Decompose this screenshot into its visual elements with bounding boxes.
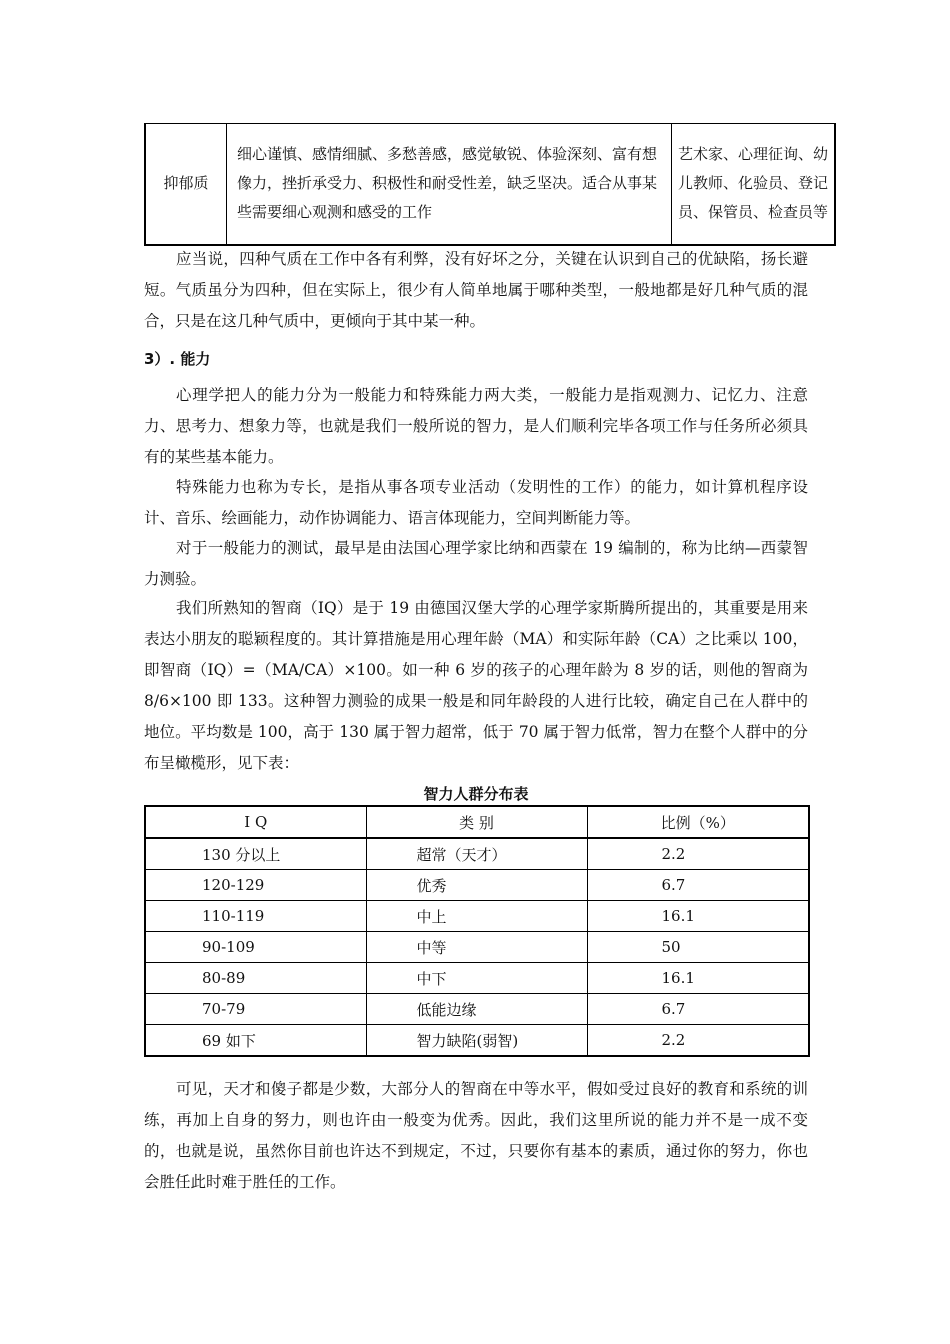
table-row bbox=[145, 124, 835, 245]
table-row bbox=[145, 838, 809, 870]
cell-iq: 90-109 bbox=[145, 932, 366, 963]
cell-iq: 70-79 bbox=[145, 994, 366, 1025]
cell-percent: 2.2 bbox=[587, 1025, 809, 1057]
paragraph-general-ability: 心理学把人的能力分为一般能力和特殊能力两大类，一般能力是指观测力、记忆力、注意力、思考力、想象力等，也就是我们一般所说的智力，是人们顺利完毕各项工作与任务所必须具有的某些基本能力。 bbox=[144, 386, 808, 466]
paragraph-conclusion: 可见，天才和傻子都是少数，大部分人的智商在中等水平，假如受过良好的教育和系统的训练，再加上自身的努力，则也许由一般变为优秀。因此，我们这里所说的能力并不是一成不变的，也就是说，虽然你目前也许达不到规定，不过，只要你有基本的素质，通过你的努力，你也会胜任此时难于胜任的工作。 bbox=[144, 1080, 808, 1191]
cell-percent: 16.1 bbox=[587, 901, 809, 932]
cell-category: 智力缺陷(弱智) bbox=[366, 1025, 587, 1057]
table-row bbox=[145, 963, 809, 994]
cell-iq: 69 如下 bbox=[145, 1025, 366, 1057]
temperament-type: 抑郁质 bbox=[145, 124, 227, 245]
temperament-traits: 细心谨慎、感情细腻、多愁善感，感觉敏锐、体验深刻、富有想像力，挫折承受力、积极性和耐受性差，缺乏坚决。适合从事某些需要细心观测和感受的工作 bbox=[227, 124, 672, 245]
cell-percent: 2.2 bbox=[587, 838, 809, 870]
paragraph-special-ability: 特殊能力也称为专长，是指从事各项专业活动（发明性的工作）的能力，如计算机程序设计、音乐、绘画能力，动作协调能力、语言体现能力，空间判断能力等。 bbox=[144, 478, 808, 527]
cell-category: 中上 bbox=[366, 901, 587, 932]
paragraph-iq-definition: 我们所熟知的智商（IQ）是于 19 由德国汉堡大学的心理学家斯腾所提出的，其重要是用来表达小朋友的聪颖程度的。其计算措施是用心理年龄（MA）和实际年龄（CA）之比乘以 100，即智商（IQ）=（MA/CA）×100。如一种 6 岁的孩子的心理年龄为 8 岁的话，则他的智商为 8/6×100 即 133。这种智力测验的成果一般是和同年龄段的人进行比较，确定自己在人群中的地位。平均数是 100，高于 130 属于智力超常，低于 70 属于智力低常，智力在整个人群中的分布呈橄榄形，见下表： bbox=[144, 599, 808, 772]
header-percent: 比例（%） bbox=[587, 806, 809, 838]
table-row bbox=[145, 901, 809, 932]
table-row bbox=[145, 994, 809, 1025]
cell-category: 低能边缘 bbox=[366, 994, 587, 1025]
cell-percent: 6.7 bbox=[587, 870, 809, 901]
iq-distribution-table bbox=[144, 805, 810, 1057]
cell-category: 中等 bbox=[366, 932, 587, 963]
table-row bbox=[145, 870, 809, 901]
header-category: 类 别 bbox=[366, 806, 587, 838]
table-header-row bbox=[145, 806, 809, 838]
paragraph-binet-simon: 对于一般能力的测试，最早是由法国心理学家比纳和西蒙在 19 编制的，称为比纳—西蒙智力测验。 bbox=[144, 539, 808, 588]
table-row bbox=[145, 932, 809, 963]
cell-category: 超常（天才） bbox=[366, 838, 587, 870]
temperament-jobs: 艺术家、心理征询、幼儿教师、化验员、登记员、保管员、检查员等 bbox=[672, 124, 836, 245]
cell-percent: 16.1 bbox=[587, 963, 809, 994]
cell-category: 优秀 bbox=[366, 870, 587, 901]
header-iq: I Q bbox=[145, 806, 366, 838]
cell-category: 中下 bbox=[366, 963, 587, 994]
table-caption: 智力人群分布表 bbox=[423, 785, 529, 803]
paragraph-temperament-summary: 应当说，四种气质在工作中各有利弊，没有好坏之分，关键在认识到自己的优缺陷，扬长避短。气质虽分为四种，但在实际上，很少有人简单地属于哪种类型，一般地都是好几种气质的混合，只是在这几种气质中，更倾向于其中某一种。 bbox=[144, 250, 808, 330]
cell-iq: 120-129 bbox=[145, 870, 366, 901]
cell-iq: 80-89 bbox=[145, 963, 366, 994]
cell-percent: 6.7 bbox=[587, 994, 809, 1025]
cell-iq: 110-119 bbox=[145, 901, 366, 932]
section-heading-ability: 3）. 能力 bbox=[144, 350, 211, 368]
temperament-table bbox=[144, 123, 836, 246]
cell-iq: 130 分以上 bbox=[145, 838, 366, 870]
cell-percent: 50 bbox=[587, 932, 809, 963]
table-row bbox=[145, 1025, 809, 1057]
